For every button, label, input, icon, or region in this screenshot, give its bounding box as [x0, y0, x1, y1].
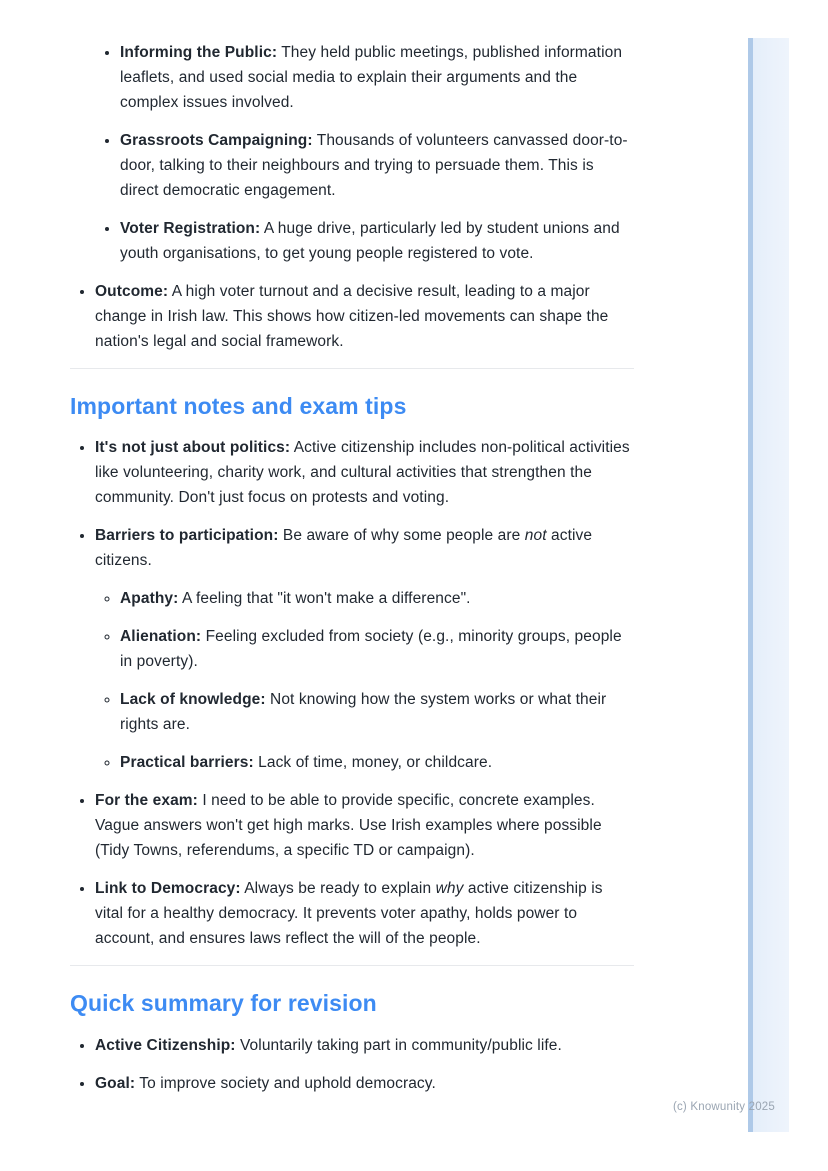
list-item-lead: Informing the Public:	[120, 44, 278, 61]
list-item	[95, 279, 634, 354]
outcome-list	[70, 279, 634, 354]
list-item-text: A feeling that "it won't make a difference".	[178, 590, 471, 608]
list-item-text: A high voter turnout and a decisive result, leading to a major change in Irish law. This shows how citizen-led movements can shape the nation's legal and social framework.	[95, 283, 609, 350]
list-item	[120, 216, 634, 266]
list-item-italic: why	[435, 880, 464, 898]
list-item	[95, 788, 634, 863]
list-item	[120, 586, 634, 611]
list-item-text: Lack of time, money, or childcare.	[253, 754, 493, 772]
list-item	[95, 1033, 634, 1058]
list-item-text: Always be ready to explain	[240, 880, 436, 898]
list-item-text: active citizenship is vital for a healthy democracy. It prevents voter apathy, holds power to account, and ensures laws reflect the will of the people.	[95, 880, 603, 948]
list-item-text: I need to be able to provide specific, concrete examples. Vague answers won't get high marks. Use Irish examples where possible (Tidy Towns, referendums, a specific TD or campaign).	[95, 792, 602, 860]
list-item-lead: Outcome:	[95, 283, 169, 300]
list-item-text: active citizens.	[95, 527, 593, 570]
list-item-lead: Link to Democracy:	[95, 880, 241, 898]
page-scrollbar[interactable]	[748, 38, 789, 1132]
list-item-text: Active citizenship includes non-political activities like volunteering, charity work, and cultural activities that strengthen the community. Don't just focus on protests and voting.	[95, 439, 630, 507]
list-item	[95, 876, 634, 951]
list-item-text: Be aware of why some people are	[278, 527, 525, 545]
barriers-sub-list	[95, 586, 634, 775]
list-item-text: Feeling excluded from society (e.g., minority groups, people in poverty).	[120, 628, 622, 671]
list-item-text: Thousands of volunteers canvassed door-to-door, talking to their neighbours and trying to persuade them. This is direct democratic engagement.	[120, 132, 628, 199]
list-item-lead: For the exam:	[95, 792, 198, 810]
list-item	[95, 435, 634, 510]
notes-list	[70, 435, 634, 951]
list-item-lead: Voter Registration:	[120, 220, 261, 237]
campaign-list	[70, 40, 634, 266]
list-item-text: Not knowing how the system works or what their rights are.	[120, 691, 607, 734]
list-item-lead: Active Citizenship:	[95, 1036, 236, 1054]
section-divider	[70, 368, 634, 369]
list-item-text: A huge drive, particularly led by student unions and youth organisations, to get young people registered to vote.	[120, 220, 620, 262]
list-item-lead: Apathy:	[120, 590, 179, 608]
list-item-lead: Practical barriers:	[120, 754, 254, 772]
list-item	[120, 687, 634, 737]
list-item-text: Voluntarily taking part in community/public life.	[235, 1036, 562, 1054]
notes-content	[70, 40, 634, 1109]
list-item	[95, 523, 634, 775]
section-heading-summary: Quick summary for revision	[70, 990, 377, 1017]
list-item-text: To improve society and uphold democracy.	[135, 1074, 436, 1092]
summary-list	[70, 1033, 634, 1096]
copyright-watermark: (c) Knowunity 2025	[672, 1101, 775, 1113]
list-item-lead: Grassroots Campaigning:	[120, 132, 313, 149]
list-item-lead: It's not just about politics:	[95, 439, 291, 457]
list-item	[120, 128, 634, 203]
list-item-lead: Lack of knowledge:	[120, 691, 266, 709]
list-item-lead: Goal:	[95, 1074, 136, 1092]
list-item-lead: Barriers to participation:	[95, 527, 279, 545]
list-item-text: They held public meetings, published information leaflets, and used social media to explain their arguments and the complex issues involved.	[120, 44, 623, 111]
list-item	[120, 624, 634, 674]
section-divider	[70, 965, 634, 966]
section-heading-notes: Important notes and exam tips	[70, 393, 407, 419]
list-item	[120, 750, 634, 775]
list-item	[120, 40, 634, 115]
list-item-italic: not	[524, 527, 547, 545]
list-item	[95, 1071, 634, 1096]
list-item-lead: Alienation:	[120, 628, 202, 646]
